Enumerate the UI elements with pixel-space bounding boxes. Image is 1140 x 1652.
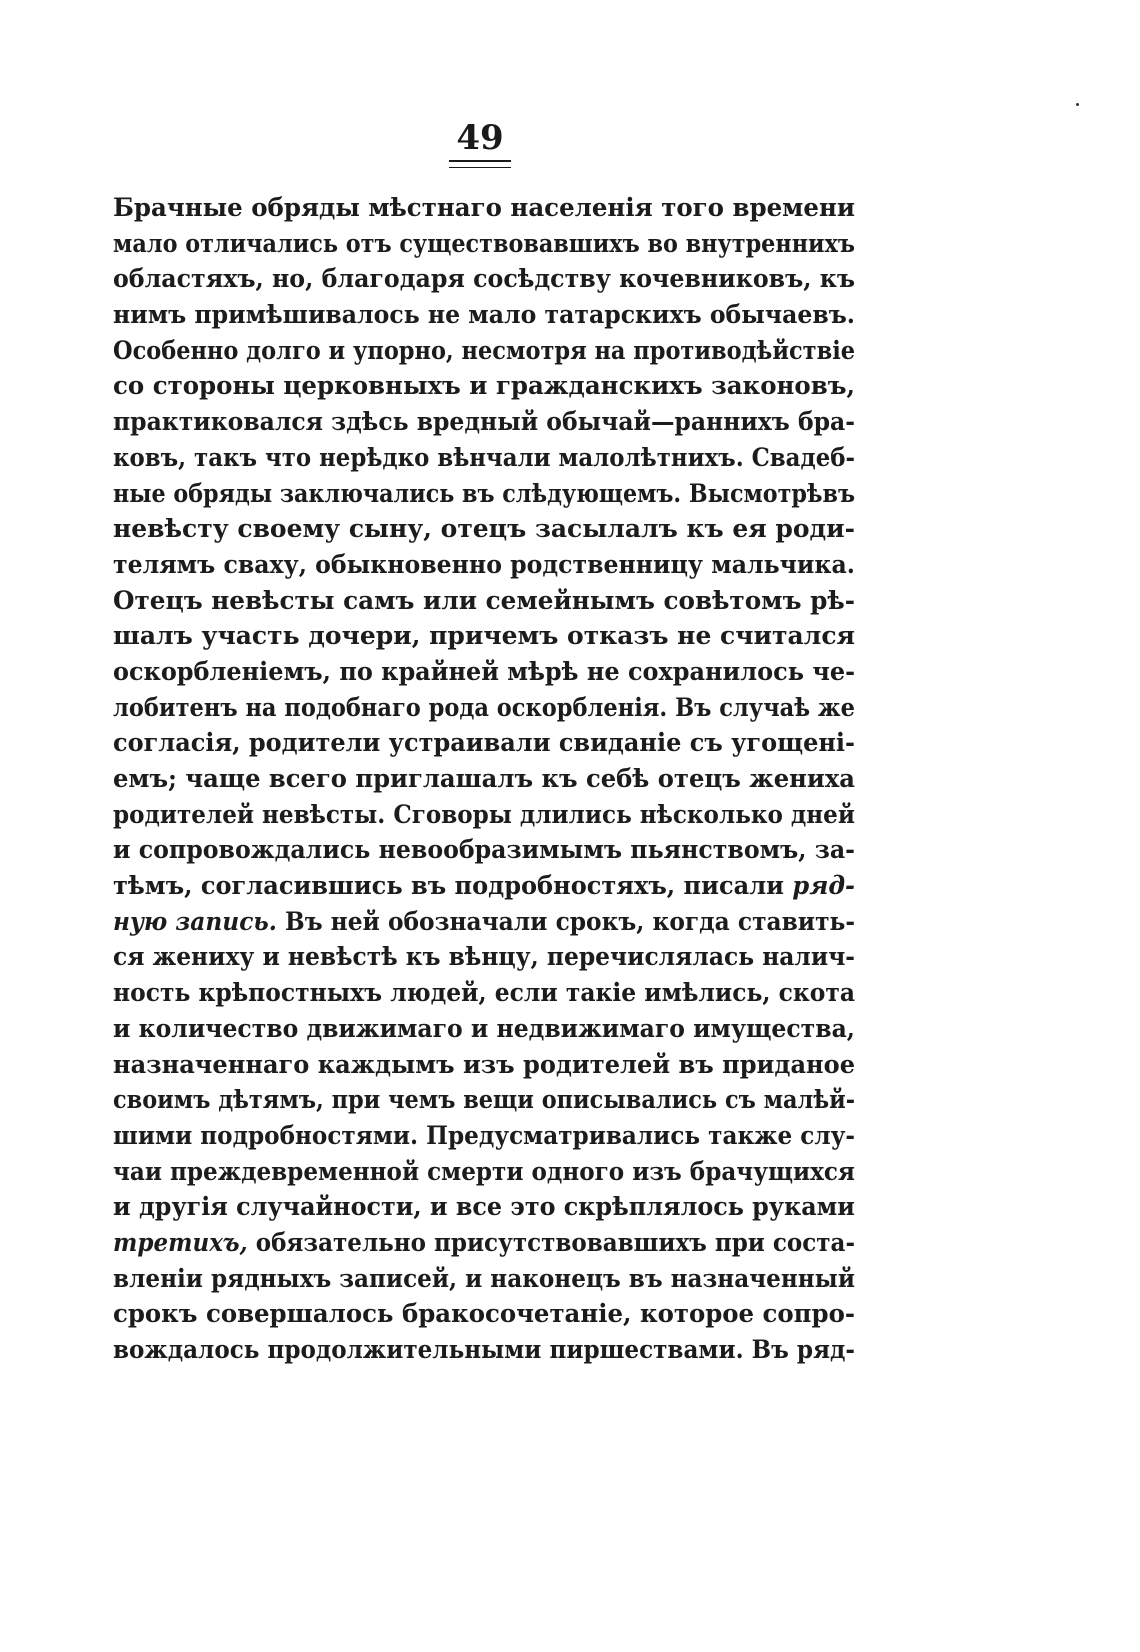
text-run: своимъ дѣтямъ, при чемъ вещи описывались съ малѣй- [113,1085,856,1115]
text-run: и другія случайности, и все это скрѣплялось руками [113,1192,855,1222]
text-run: согласія, родители устраивали свиданіе съ угощені- [113,728,855,758]
page-number: 49 [456,118,504,158]
text-line [113,368,855,404]
text-line [113,832,855,868]
text-line [113,1118,855,1154]
text-run: ность крѣпостныхъ людей, если такіе имѣлись, скота [113,978,856,1008]
text-line [113,1082,855,1118]
text-line [113,1261,855,1297]
text-line [113,583,855,619]
text-run: телямъ сваху, обыкновенно родственницу мальчика. [113,549,855,579]
text-run: шими подробностями. Предусматривались также слу- [113,1120,856,1150]
text-line [113,618,855,654]
text-run: практиковался здѣсь вредный обычай—раннихъ бра- [113,407,856,437]
text-run: тѣмъ, согласившись въ подробностяхъ, писали [113,871,793,901]
text-run: нимъ примѣшивалось не мало татарскихъ обычаевъ. [113,300,855,330]
text-run: областяхъ, но, благодаря сосѣдству кочевниковъ, къ [113,264,856,294]
text-line [113,440,855,476]
text-run: ные обряды заключались въ слѣдующемъ. Высмотрѣвъ [113,478,856,508]
text-run: лобитенъ на подобнаго рода оскорбленія. Въ случаѣ же [113,692,855,722]
italic-text-run: ную запись. [113,906,277,936]
text-line [113,1189,855,1225]
text-run: ковъ, такъ что нерѣдко вѣнчали малолѣтнихъ. Свадеб- [113,442,855,472]
italic-text-run: третихъ, [113,1227,248,1257]
text-line [113,226,855,262]
text-line [113,511,855,547]
body-paragraph [113,190,855,1368]
text-run: оскорбленіемъ, по крайней мѣрѣ не сохранилось че- [113,656,856,686]
text-line [113,404,855,440]
text-run: вленіи рядныхъ записей, и наконецъ въ назначенный [113,1263,855,1293]
text-run: невѣсту своему сыну, отецъ засылалъ къ ея роди- [113,514,855,544]
text-run: и сопровождались невообразимымъ пьянствомъ, за- [113,835,855,865]
text-run: Отецъ невѣсты самъ или семейнымъ совѣтомъ рѣ- [113,585,855,615]
text-line [113,1047,855,1083]
text-run: назначеннаго каждымъ изъ родителей въ приданое [113,1049,856,1079]
text-run: Брачные обряды мѣстнаго населенія того времени [113,193,855,222]
text-line [113,1011,855,1047]
text-run: родителей невѣсты. Сговоры длились нѣсколько дней [113,799,855,829]
text-line [113,333,855,369]
text-run: Въ ней обозначали срокъ, когда ставить- [276,906,856,936]
text-run: Особенно долго и упорно, несмотря на противодѣйствіе [113,335,856,365]
text-line [113,1154,855,1190]
text-line [113,190,855,226]
text-line [113,1332,855,1368]
text-run: со стороны церковныхъ и гражданскихъ законовъ, [113,371,855,401]
text-line [113,725,855,761]
text-line [113,261,855,297]
text-line [113,868,855,904]
text-line [113,476,855,512]
text-line [113,939,855,975]
text-line [113,547,855,583]
text-line [113,1225,855,1261]
text-line [113,297,855,333]
text-line [113,797,855,833]
text-line [113,904,855,940]
text-run: ся жениху и невѣстѣ къ вѣнцу, перечислялась налич- [113,942,856,972]
text-line [113,761,855,797]
text-line [113,654,855,690]
text-run: срокъ совершалось бракосочетаніе, которое сопро- [113,1299,855,1329]
scan-speck [1076,103,1079,106]
text-run: чаи преждевременной смерти одного изъ брачущихся [113,1156,855,1186]
text-run: мало отличались отъ существовавшихъ во внутреннихъ [113,228,856,258]
text-run: шалъ участь дочери, причемъ отказъ не считался [113,621,855,651]
text-line [113,975,855,1011]
text-run: вождалось продолжительными пиршествами. Въ ряд- [113,1335,856,1364]
page-number-rule [449,160,511,168]
text-line [113,690,855,726]
italic-text-run: ряд- [792,871,856,901]
text-run: и количество движимаго и недвижимаго имущества, [113,1013,855,1043]
text-run: обязательно присутствовавшихъ при соста- [247,1227,856,1257]
text-run: емъ; чаще всего приглашалъ къ себѣ отецъ жениха [113,764,856,793]
text-line [113,1296,855,1332]
